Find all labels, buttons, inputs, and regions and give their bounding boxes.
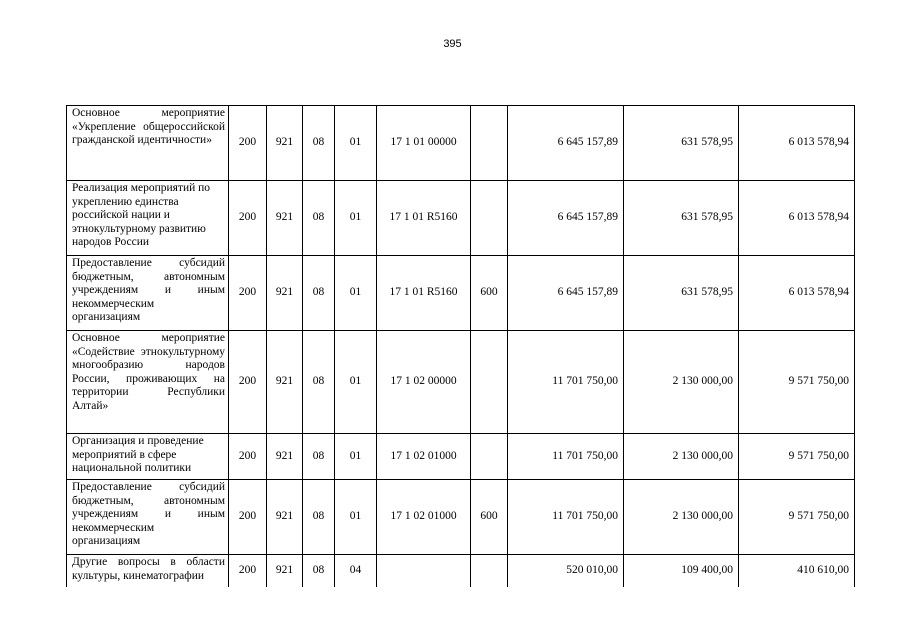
cell-amount-2: 2 130 000,00 [624, 331, 739, 434]
page-number: 395 [443, 38, 462, 50]
cell-amount-3: 6 013 578,94 [739, 256, 855, 331]
cell-amount-3: 9 571 750,00 [739, 480, 855, 555]
cell-subsection: 01 [335, 106, 377, 181]
cell-amount-2: 2 130 000,00 [624, 480, 739, 555]
cell-col1: 200 [229, 256, 267, 331]
cell-section: 08 [303, 434, 335, 480]
cell-amount-3: 6 013 578,94 [739, 106, 855, 181]
cell-ministry: 921 [267, 555, 303, 587]
cell-col1: 200 [229, 555, 267, 587]
cell-amount-2: 109 400,00 [624, 555, 739, 587]
cell-subsection: 01 [335, 331, 377, 434]
cell-subsection: 01 [335, 434, 377, 480]
cell-ministry: 921 [267, 331, 303, 434]
cell-target-code: 17 1 01 R5160 [377, 181, 471, 256]
cell-target-code: 17 1 02 01000 [377, 480, 471, 555]
row-name: Предоставление субсидий бюджетным, автономным учреждениям и иным некоммерческим организациям [67, 480, 229, 555]
cell-total: 11 701 750,00 [508, 434, 624, 480]
cell-ministry: 921 [267, 256, 303, 331]
cell-section: 08 [303, 106, 335, 181]
cell-target-code: 17 1 01 00000 [377, 106, 471, 181]
row-name: Основное мероприятие «Содействие этнокультурному многообразию народов России, проживающих на территории Республики Алтай» [67, 331, 229, 434]
cell-section: 08 [303, 480, 335, 555]
cell-ministry: 921 [267, 434, 303, 480]
cell-total: 11 701 750,00 [508, 480, 624, 555]
cell-section: 08 [303, 331, 335, 434]
cell-subsection: 01 [335, 181, 377, 256]
table-row [67, 434, 855, 480]
table-row [67, 331, 855, 434]
cell-target-code: 17 1 02 01000 [377, 434, 471, 480]
cell-subsection: 01 [335, 480, 377, 555]
cell-expense-type [471, 181, 508, 256]
cell-total: 6 645 157,89 [508, 181, 624, 256]
table-row [67, 480, 855, 555]
cell-total: 6 645 157,89 [508, 256, 624, 331]
cell-ministry: 921 [267, 480, 303, 555]
cell-subsection: 01 [335, 256, 377, 331]
cell-total: 6 645 157,89 [508, 106, 624, 181]
cell-section: 08 [303, 555, 335, 587]
cell-ministry: 921 [267, 106, 303, 181]
cell-expense-type: 600 [471, 480, 508, 555]
cell-section: 08 [303, 181, 335, 256]
table-row [67, 181, 855, 256]
cell-expense-type [471, 331, 508, 434]
cell-target-code: 17 1 01 R5160 [377, 256, 471, 331]
cell-amount-3: 6 013 578,94 [739, 181, 855, 256]
cell-total: 520 010,00 [508, 555, 624, 587]
cell-amount-2: 631 578,95 [624, 181, 739, 256]
table-row [67, 555, 855, 587]
row-name: Реализация мероприятий по укреплению единства российской нации и этнокультурному развитию народов России [67, 181, 229, 256]
cell-expense-type [471, 106, 508, 181]
cell-amount-3: 410 610,00 [739, 555, 855, 587]
row-name: Другие вопросы в области культуры, кинематографии [67, 555, 229, 587]
table-row [67, 256, 855, 331]
cell-amount-2: 631 578,95 [624, 256, 739, 331]
cell-target-code [377, 555, 471, 587]
cell-amount-2: 631 578,95 [624, 106, 739, 181]
budget-table [66, 105, 855, 587]
row-name: Основное мероприятие «Укрепление общероссийской гражданской идентичности» [67, 106, 229, 181]
table-row [67, 106, 855, 181]
cell-amount-3: 9 571 750,00 [739, 331, 855, 434]
cell-col1: 200 [229, 106, 267, 181]
cell-expense-type: 600 [471, 256, 508, 331]
cell-col1: 200 [229, 181, 267, 256]
cell-section: 08 [303, 256, 335, 331]
cell-col1: 200 [229, 480, 267, 555]
cell-total: 11 701 750,00 [508, 331, 624, 434]
cell-amount-2: 2 130 000,00 [624, 434, 739, 480]
cell-amount-3: 9 571 750,00 [739, 434, 855, 480]
cell-col1: 200 [229, 434, 267, 480]
cell-expense-type [471, 434, 508, 480]
cell-subsection: 04 [335, 555, 377, 587]
cell-expense-type [471, 555, 508, 587]
row-name: Предоставление субсидий бюджетным, автономным учреждениям и иным некоммерческим организациям [67, 256, 229, 331]
cell-col1: 200 [229, 331, 267, 434]
cell-ministry: 921 [267, 181, 303, 256]
row-name: Организация и проведение мероприятий в сфере национальной политики [67, 434, 229, 480]
cell-target-code: 17 1 02 00000 [377, 331, 471, 434]
